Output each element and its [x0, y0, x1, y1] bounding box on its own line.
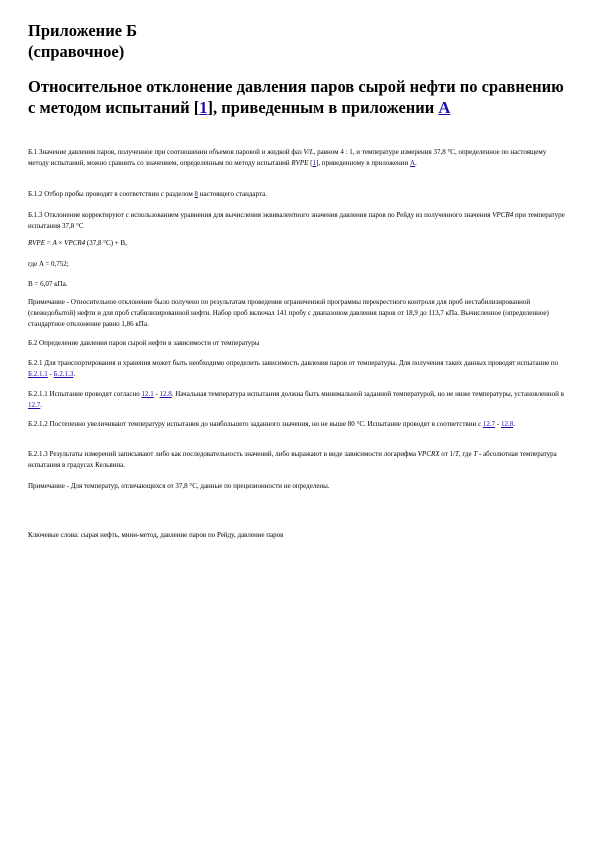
paragraph-b21: [28, 358, 568, 380]
b1-text-3: [: [308, 159, 313, 167]
b213-t-1: T: [454, 450, 459, 458]
formula-a: A: [52, 239, 57, 247]
b1-reference-link[interactable]: 1: [312, 159, 316, 167]
appendix-a-link[interactable]: A: [438, 98, 451, 117]
b21-text-1: Б.2.1 Для транспортирования и хранения может быть необходимо определить зависимость давления паров от температуры. Для получения таких данных проводят испытание по: [28, 359, 559, 367]
formula-equals: =: [44, 239, 53, 247]
section-8-link[interactable]: 8: [194, 190, 199, 198]
b1-appendix-link[interactable]: А: [410, 159, 416, 167]
keywords: Ключевые слова: сырая нефть, мини-метод, давление паров по Рейду, давление паров: [28, 531, 284, 539]
b213-text-1: Б.2.1.3 Результаты измерений записывают либо как последовательность значений, либо выражают в виде зависимости логарифма: [28, 450, 418, 458]
b211-dash: -: [153, 390, 160, 398]
appendix-title-line1: Приложение Б: [28, 21, 138, 40]
section-b2-heading: Б.2 Определение давления паров сырой нефти в зависимости от температуры: [28, 339, 260, 347]
b-value: B = 6,07 кПа.: [28, 280, 68, 288]
b13-vpcr4: VPCR4: [492, 211, 514, 219]
b21-end: .: [73, 370, 76, 378]
formula-times: ×: [56, 239, 65, 247]
b1-text-2: , равном 4 : 1, и температуре измерения 37,8 °С, определенное по настоящему методу испытаний, можно сравнить со значением, определенным по методу испытаний: [28, 148, 547, 167]
reference-link-1[interactable]: 1: [199, 98, 208, 117]
b213-text-2: от 1/: [439, 450, 455, 458]
b12-text-2: настоящего стандарта.: [198, 190, 267, 198]
formula: [28, 238, 568, 249]
b212-text-1: Б.2.1.2 Постепенно увеличивают температуру испытания до наибольшего заданного значения, но не выше 80 °С. Испытание проводят в соответствии с: [28, 420, 483, 428]
b211-text-1: Б.2.1.1 Испытание проводят согласно: [28, 390, 142, 398]
clause-12-1-link[interactable]: 12.1: [141, 390, 154, 398]
b213-text-4: - абсолютная температура испытания в градусах Кельвина.: [28, 450, 557, 469]
b12-text-1: Б.1.2 Отбор пробы проводят в соответствии с разделом: [28, 190, 195, 198]
b1-text-4: ], приведенному в приложении: [316, 159, 411, 167]
subtitle-text-2: ], приведенным в приложении: [207, 98, 439, 117]
formula-vpcr4: VPCR4: [64, 239, 86, 247]
b211-end: .: [40, 401, 42, 409]
b211-text-2: . Начальная температура испытания должна быть минимальной заданной температурой, но не ниже температуры, установленной в: [171, 390, 564, 398]
b211-link[interactable]: Б.2.1.1: [28, 370, 48, 378]
paragraph-b13: [28, 210, 568, 232]
b212-dash: -: [495, 420, 501, 428]
paragraph-b212: [28, 419, 568, 430]
note-1: Примечание - Относительное отклонение было получено по результатам проведения ограниченной программы перекрестного контроля для проб нестабилизированной (свежедобытой) нефти и для проб стабилизированной нефти. Набор проб включал 141 пробу с диапазоном давления паров от 18,9 до 113,7 кПа. Вычисленное (определенное) стандартное отклонение равно 1,86 кПа.: [28, 298, 549, 328]
b1-end: .: [415, 159, 417, 167]
appendix-subtitle: [28, 76, 573, 118]
b213-link[interactable]: Б.2.1.3: [53, 370, 74, 378]
b213-t-2: T: [473, 450, 478, 458]
paragraph-b211: [28, 389, 568, 411]
appendix-title: [28, 20, 573, 62]
b213-text-3: , где: [458, 450, 474, 458]
b1-rvpe: RVPE: [291, 159, 309, 167]
appendix-title-line2: (справочное): [28, 42, 125, 61]
formula-rvpe: RVPE: [28, 239, 45, 247]
note-2: Примечание - Для температур, отличающихся от 37,8 °С, данные по прецизионности не определены.: [28, 482, 330, 490]
b13-text-2: при температуре испытания 37,8 °С: [28, 211, 565, 230]
where-a: где A = 0,752;: [28, 260, 69, 268]
paragraph-b1: [28, 147, 568, 169]
b1-text-1: Б.1 Значение давления паров, полученное при соотношении объемов паровой и жидкой фаз: [28, 148, 304, 156]
subtitle-text-1: Относительное отклонение давления паров сырой нефти по сравнению с методом испытаний [: [28, 77, 564, 117]
paragraph-b12: [28, 189, 568, 200]
paragraph-b213: [28, 449, 568, 471]
clause-12-8-link[interactable]: 12.8: [159, 390, 172, 398]
clause-12-7-link[interactable]: 12.7: [28, 401, 41, 409]
b212-clause-12-8-link[interactable]: 12.8: [500, 420, 514, 428]
b1-vl-ratio: V/L: [303, 148, 314, 156]
b212-clause-12-7-link[interactable]: 12.7: [482, 420, 496, 428]
b212-end: .: [513, 420, 515, 428]
b21-dash: -: [47, 370, 54, 378]
b13-text-1: Б.1.3 Отклонение корректируют с использованием уравнения для вычисления эквивалентного значения давления паров по Рейду из полученного значения: [28, 211, 493, 219]
formula-rest: (37,8 °С) + B,: [85, 239, 127, 247]
b213-vpcrx: VPCRX: [417, 450, 440, 458]
